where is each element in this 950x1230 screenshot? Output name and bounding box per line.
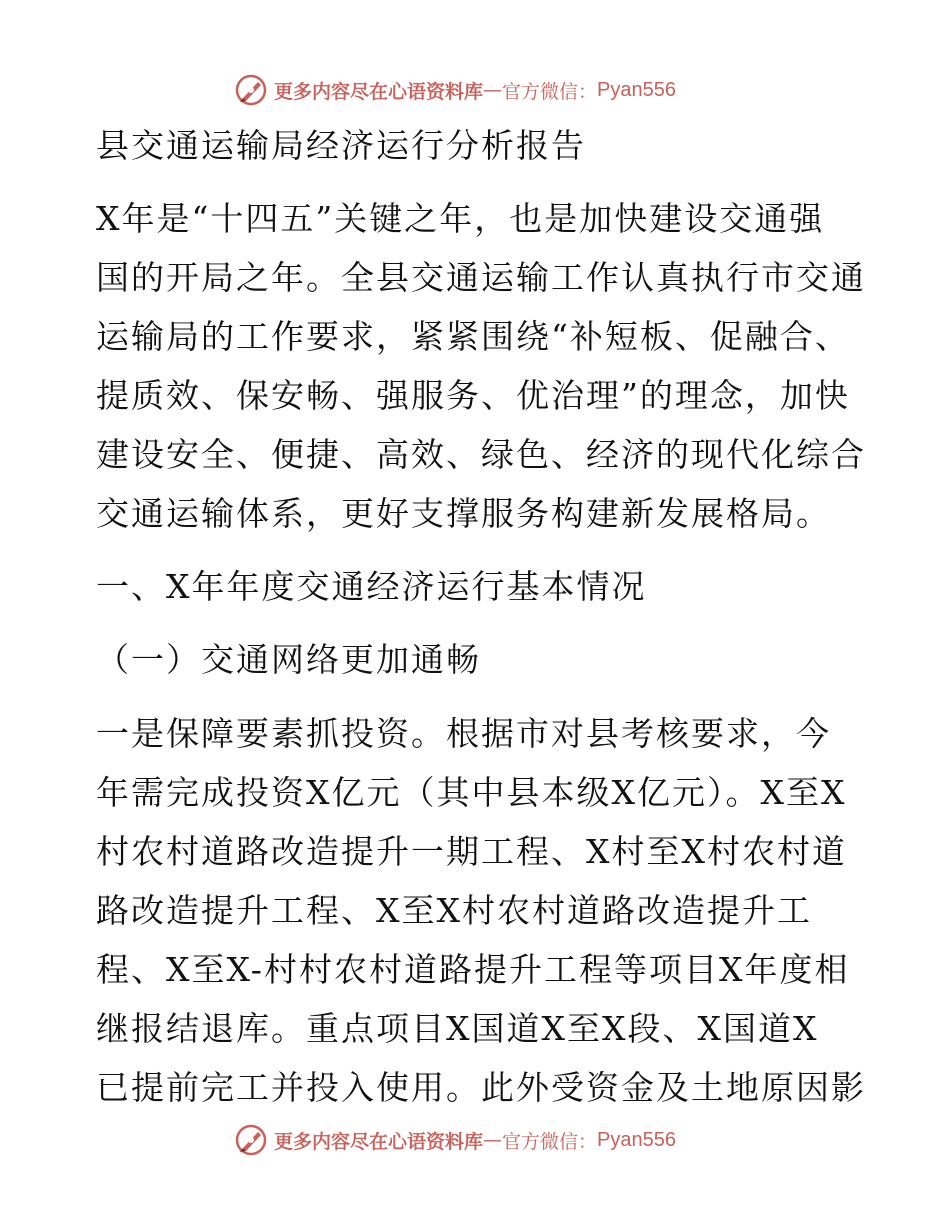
body-line: 路改造提升工程、X至X村农村道路改造提升工	[96, 891, 812, 930]
watermark-brand: 更多内容尽在心语资料库	[274, 1130, 484, 1153]
watermark-id: Pyan556	[597, 1128, 676, 1151]
watermark-brand: 更多内容尽在心语资料库	[274, 80, 484, 103]
document-title: 县交通运输局经济运行分析报告	[96, 126, 586, 165]
watermark-id: Pyan556	[597, 78, 676, 101]
body-line: 交通运输体系，更好支撑服务构建新发展格局。	[96, 494, 831, 533]
watermark-footer	[234, 1120, 676, 1160]
body-line: 建设安全、便捷、高效、绿色、经济的现代化综合	[96, 435, 866, 474]
pen-logo-icon	[234, 73, 268, 107]
body-line: 已提前完工并投入使用。此外受资金及土地原因影	[96, 1068, 866, 1107]
body-line: 一是保障要素抓投资。根据市对县考核要求，今	[96, 714, 831, 753]
body-line: X年是“十四五”关键之年，也是加快建设交通强	[96, 199, 825, 238]
body-line: 运输局的工作要求，紧紧围绕“补短板、促融合、	[96, 317, 850, 356]
watermark-dash: —	[483, 1129, 503, 1151]
body-line: 年需完成投资X亿元（其中县本级X亿元）。X至X	[96, 773, 847, 812]
watermark-label: 官方微信：	[502, 1130, 598, 1153]
watermark-header	[234, 70, 676, 110]
body-line: 程、X至X-村村农村道路提升工程等项目X年度相	[96, 950, 850, 989]
watermark-label: 官方微信：	[502, 80, 598, 103]
body-line: 国的开局之年。全县交通运输工作认真执行市交通	[96, 258, 866, 297]
section-heading: 一、X年年度交通经济运行基本情况	[96, 567, 647, 606]
watermark-dash: —	[483, 79, 503, 101]
pen-logo-icon	[234, 1123, 268, 1157]
body-line: 村农村道路改造提升一期工程、X村至X村农村道	[96, 832, 847, 871]
subsection-heading: （一）交通网络更加通畅	[96, 640, 481, 679]
body-line: 继报结退库。重点项目X国道X至X段、X国道X	[96, 1009, 819, 1048]
body-line: 提质效、保安畅、强服务、优治理”的理念，加快	[96, 376, 850, 415]
